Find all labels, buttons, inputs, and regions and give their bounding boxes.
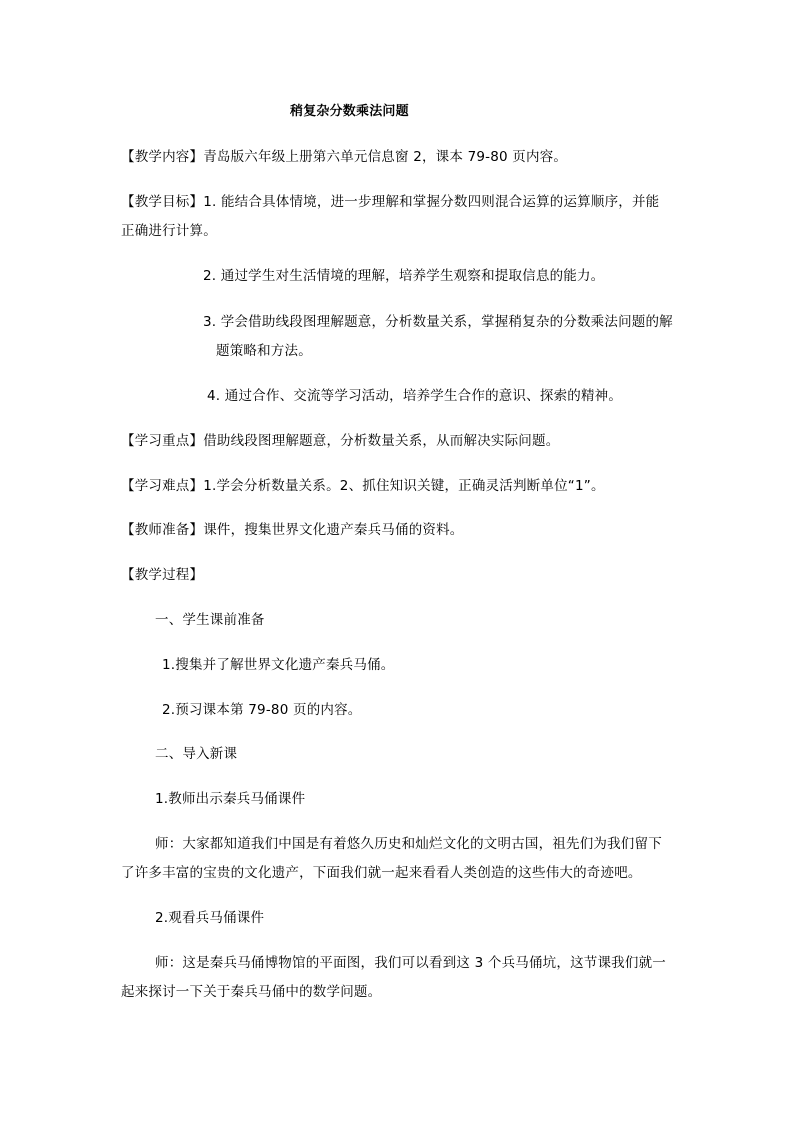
goals-paragraph — [121, 193, 659, 211]
goal-1-line-2: 正确进行计算。 — [121, 223, 217, 239]
goal-3-line-2: 题策略和方法。 — [216, 343, 312, 359]
list-item: 2.观看兵马俑课件 — [155, 910, 265, 926]
teacher-line-2a: 师：这是秦兵马俑博物馆的平面图，我们可以看到这 3 个兵马俑坑，这节课我们就一 — [155, 955, 666, 971]
key-text: 借助线段图理解题意，分析数量关系，从而解决实际问题。 — [203, 433, 560, 449]
section-2-heading: 二、导入新课 — [155, 746, 238, 762]
difficulty-text: 1.学会分析数量关系。2、抓住知识关键，正确灵活判断单位“1”。 — [203, 478, 605, 494]
teacher-line-2b: 起来探讨一下关于秦兵马俑中的数学问题。 — [121, 984, 382, 1000]
process-label: 【教学过程】 — [121, 567, 204, 583]
difficulty-paragraph — [121, 477, 605, 495]
list-item: 1.搜集并了解世界文化遗产秦兵马俑。 — [162, 657, 395, 673]
prep-paragraph — [121, 521, 464, 539]
goals-label: 【教学目标】 — [121, 194, 204, 210]
goal-2: 2. 通过学生对生活情境的理解，培养学生观察和提取信息的能力。 — [203, 268, 605, 284]
prep-label: 【教师准备】 — [121, 522, 204, 538]
content-paragraph — [121, 148, 567, 166]
goal-4: 4. 通过合作、交流等学习活动，培养学生合作的意识、探索的精神。 — [207, 388, 623, 404]
difficulty-label: 【学习难点】 — [121, 478, 204, 494]
prep-text: 课件，搜集世界文化遗产秦兵马俑的资料。 — [203, 522, 464, 538]
document-title: 稍复杂分数乘法问题 — [290, 104, 409, 119]
goal-3-line-1: 3. 学会借助线段图理解题意，分析数量关系，掌握稍复杂的分数乘法问题的解 — [203, 314, 673, 330]
list-item: 2.预习课本第 79-80 页的内容。 — [162, 702, 362, 718]
goal-1-line-1: 1. 能结合具体情境，进一步理解和掌握分数四则混合运算的运算顺序，并能 — [203, 194, 660, 210]
key-label: 【学习重点】 — [121, 433, 204, 449]
content-label: 【教学内容】 — [121, 149, 204, 165]
section-1-heading: 一、学生课前准备 — [155, 612, 265, 628]
content-text: 青岛版六年级上册第六单元信息窗 2，课本 79-80 页内容。 — [203, 149, 568, 165]
list-item: 1.教师出示秦兵马俑课件 — [155, 791, 306, 807]
key-paragraph — [121, 432, 559, 450]
teacher-line-1b: 了许多丰富的宝贵的文化遗产，下面我们就一起来看看人类创造的这些伟大的奇迹吧。 — [121, 865, 642, 881]
teacher-line-1a: 师：大家都知道我们中国是有着悠久历史和灿烂文化的文明古国，祖先们为我们留下 — [155, 836, 662, 852]
